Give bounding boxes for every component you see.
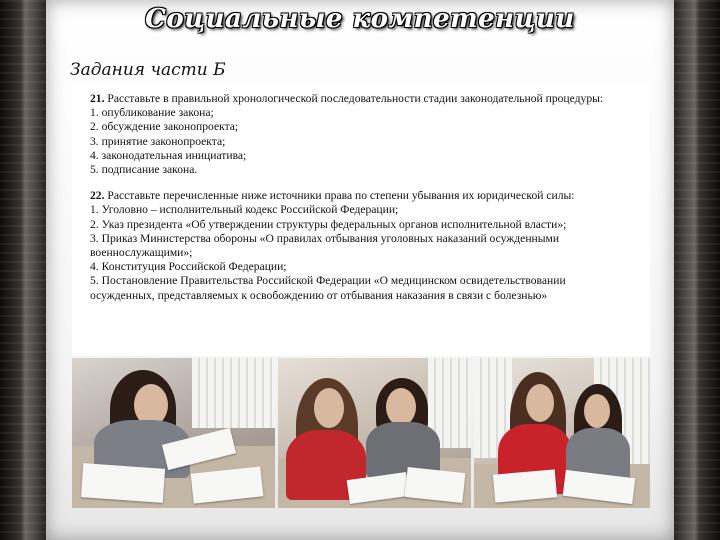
question-22-item: 4. Конституция Российской Федерации; xyxy=(90,260,287,274)
question-21-item: 5. подписание закона. xyxy=(90,163,198,177)
two-students-photo xyxy=(278,358,471,508)
question-22-text: Расставьте перечисленные ниже источники права по степени убывания их юридической силы: xyxy=(104,189,575,203)
two-students-reading-photo xyxy=(474,358,650,508)
question-21-item: 2. обсуждение законопроекта; xyxy=(90,120,239,134)
frame-right-ornament xyxy=(674,0,720,540)
photo-strip xyxy=(72,358,650,508)
slide-subtitle: Задания части Б xyxy=(70,60,226,80)
question-22-item: 5. Постановление Правительства Российской Федерации «О медицинском освидетельствовании осужденных, представляемых к освобождению от отбывания наказания в связи с болезнью» xyxy=(90,274,566,302)
frame-left-ornament xyxy=(0,0,46,540)
student-reading-photo xyxy=(72,358,275,508)
question-21-text: Расставьте в правильной хронологической последовательности стадии законодательной процедуры: xyxy=(104,92,604,105)
question-22-item: 1. Уголовно – исполнительный кодекс Российской Федерации; xyxy=(90,203,399,217)
question-22-number: 22. xyxy=(90,189,105,203)
slide-title: Социальные компетенции xyxy=(145,4,575,34)
question-22 xyxy=(90,189,628,203)
question-21-item: 4. законодательная инициатива; xyxy=(90,148,247,162)
question-22-item: 2. Указ президента «Об утверждении структуры федеральных органов исполнительной власти»; xyxy=(90,217,567,231)
question-21-item: 3. принятие законопроекта; xyxy=(90,134,226,148)
slide xyxy=(46,0,674,540)
question-22-item: 3. Приказ Министерства обороны «О правилах отбывания уголовных наказаний осужденными военнослужащими»; xyxy=(90,231,560,260)
question-21-number: 21. xyxy=(90,92,105,105)
question-21 xyxy=(90,92,628,106)
question-21-item: 1. опубликование закона; xyxy=(90,106,214,120)
document-scan xyxy=(72,84,650,356)
